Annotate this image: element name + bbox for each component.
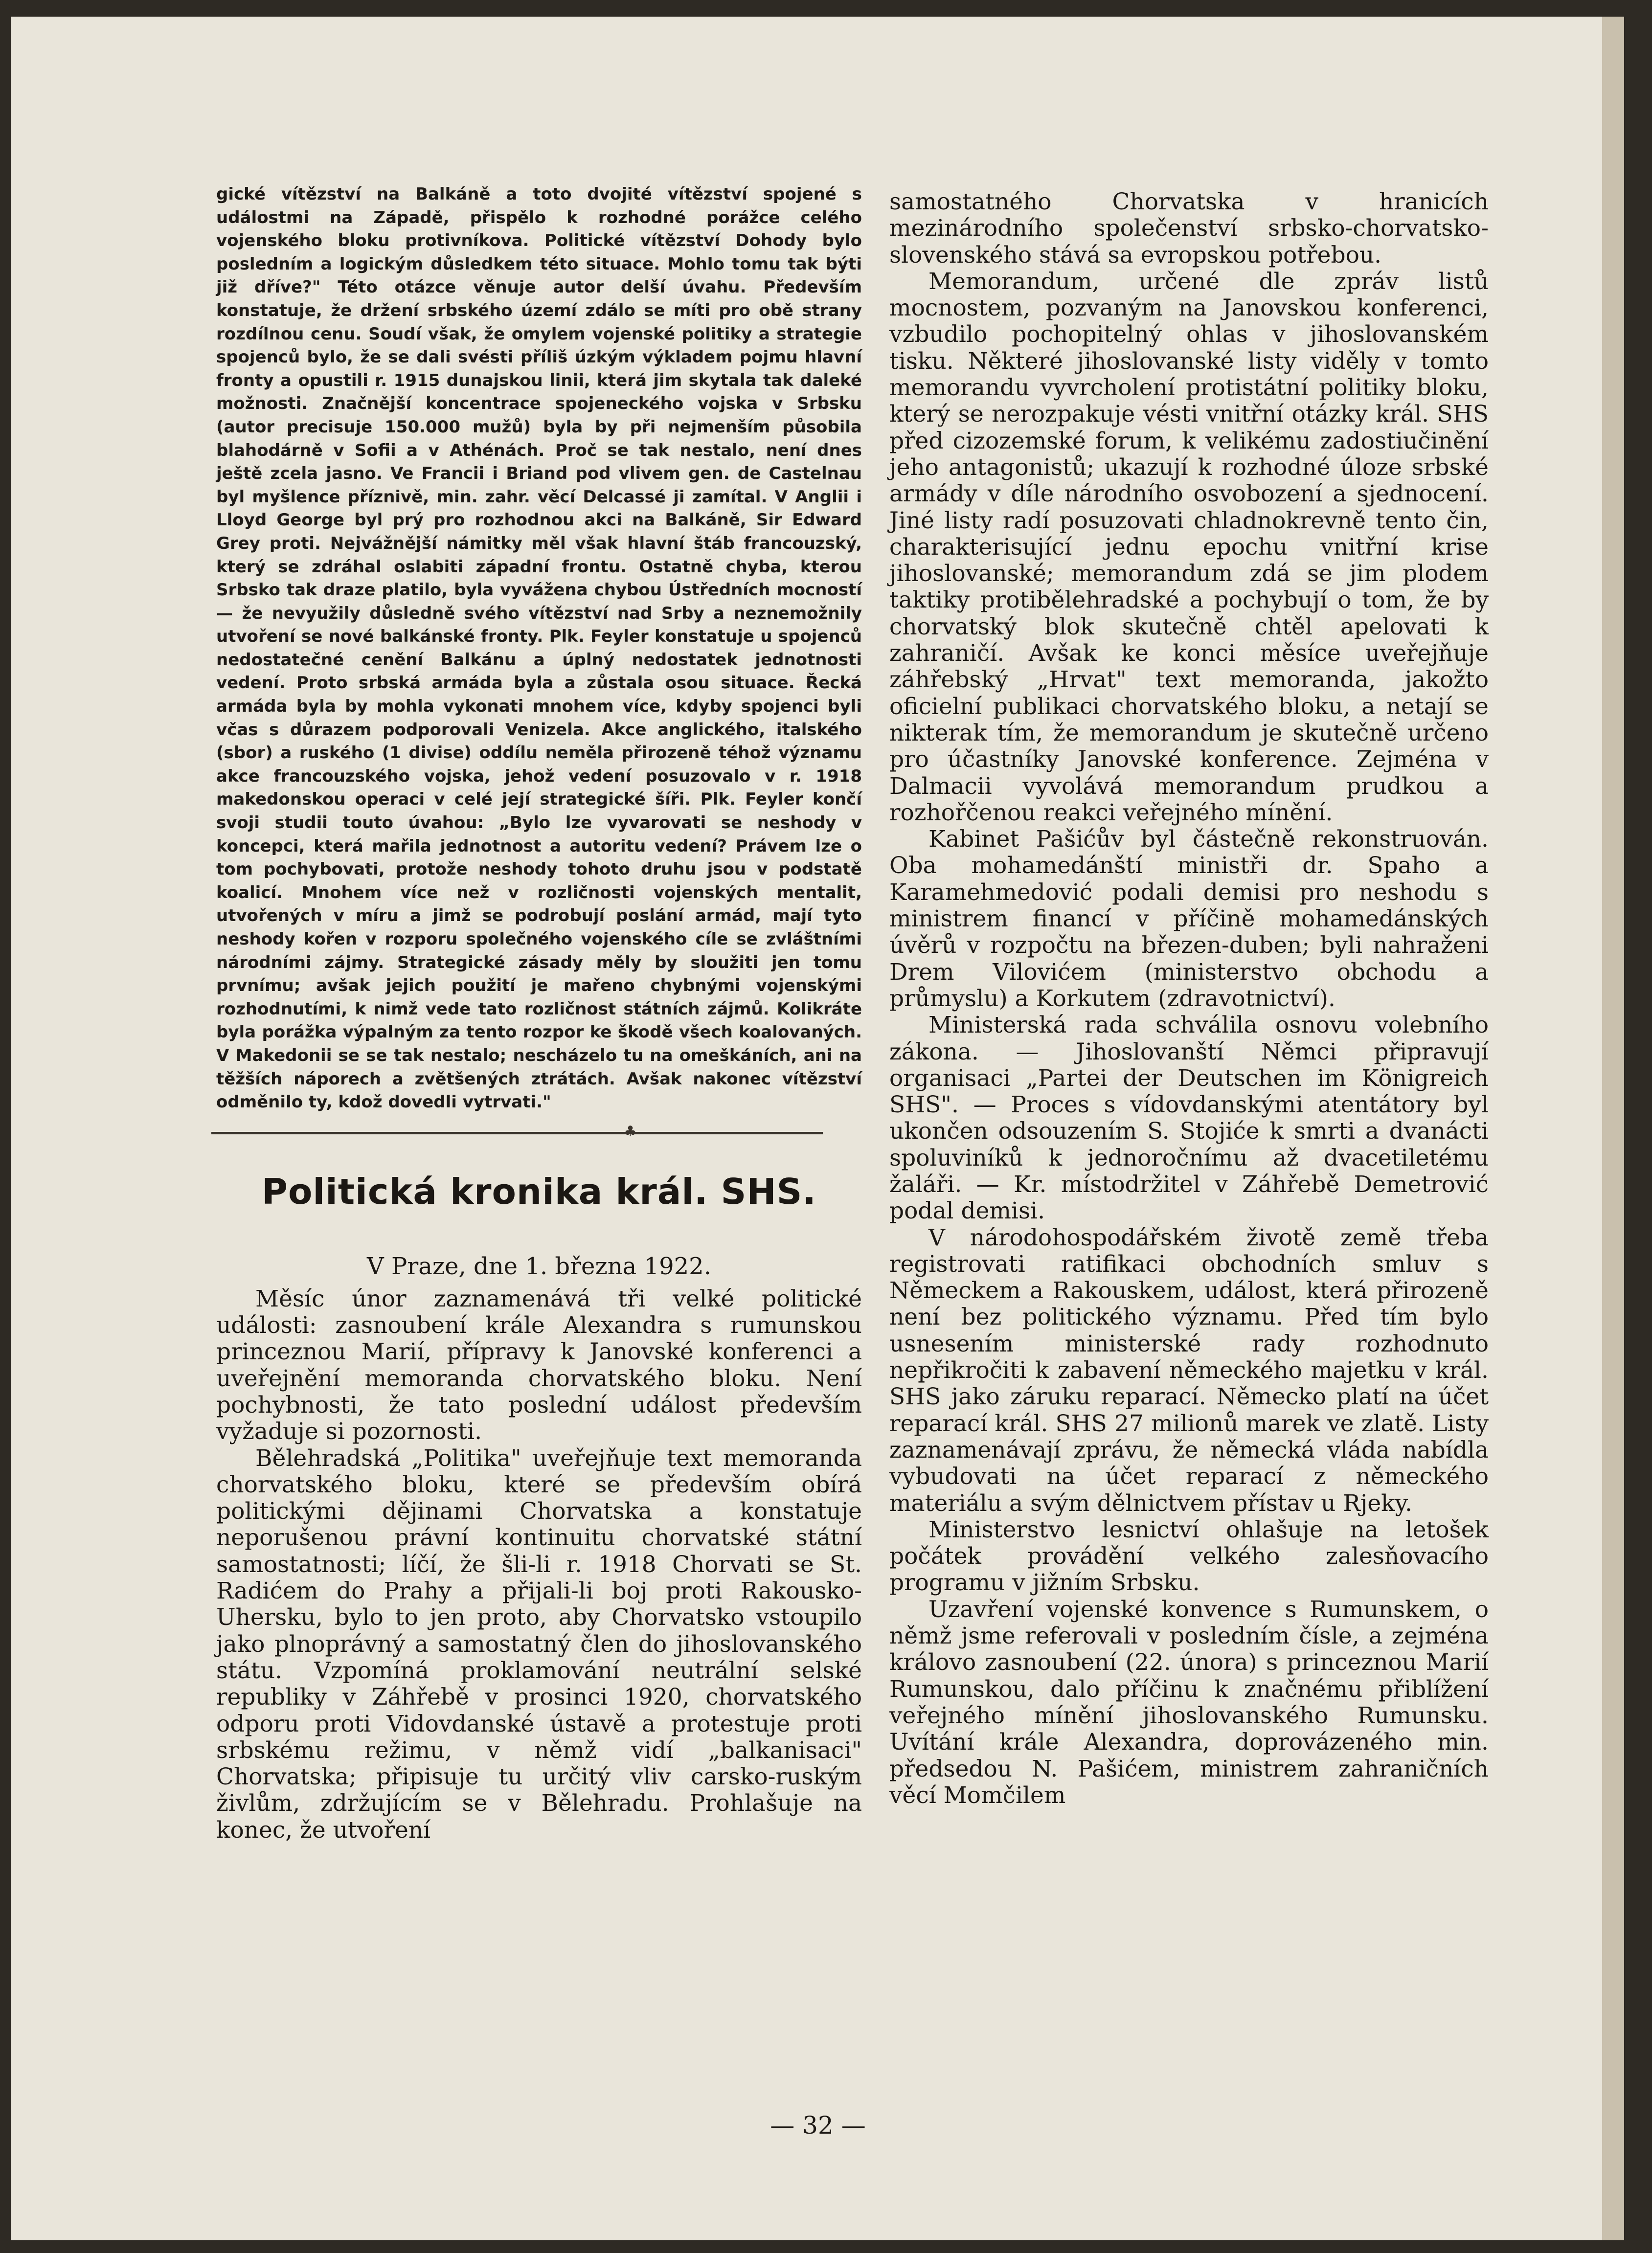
continuation-text: gické vítězství na Balkáně a toto dvojité vítězství spojené s událostmi na Západě, přispělo k rozhodné porážce celého vojenského bloku protivníkova. Politické vítězství Dohody bylo posledním a logickým důsledkem této situace. Mohlo tomu tak býti již dříve?" Této otázce věnuje autor delší úvahu. Především konstatuje, že držení srbského území zdálo se míti pro obě strany rozdílnou cenu. Soudí však, že omylem vojenské politiky a strategie spojenců bylo, že se dali svésti příliš úzkým výkladem pojmu hlavní fronty a opustili r. 1915 dunajskou linii, která jim skytala tak daleké možnosti. Značnější koncentrace spojeneckého vojska v Srbsku (autor precisuje 150.000 mužů) byla by při nejmenším působila blahodárně v Sofii a v Athénách. Proč se tak nestalo, není dnes ještě zcela jasno. Ve Francii i Briand pod vlivem gen. de Castelnau byl myšlence příznivě, min. zahr. věcí Delcassé ji zamítal. V Anglii i Lloyd George byl prý pro rozhodnou akci na Balkáně, Sir Edward Grey proti. Nejvážnější námitky měl však hlavní štáb francouzský, který se zdráhal oslabiti západní frontu. Ostatně chyba, kterou Srbsko tak draze platilo, byla vyvážena chybou Ústředních mocností — že nevyužily důsledně svého vítězství nad Srby a neznemožnily utvoření se nové balkánské fronty. Plk. Feyler konstatuje u spojenců nedostatečné cenění Balkánu a úplný nedostatek jednotnosti vedení. Proto srbská armáda byla a zůstala osou situace. Řecká armáda byla by mohla vykonati mnohem více, kdyby spojenci byli včas s důrazem podporovali Venizela. Akce anglického, italského (sbor) a ruského (1 divise) oddílu neměla přirozeně téhož významu akce francouzského vojska, jehož vedení posuzovalo v r. 1918 makedonskou operaci v celé její strategické šíři. Plk. Feyler končí svoji studii touto úvahou: „Bylo lze vyvarovati se neshody v koncepci, která mařila jednotnost a autoritu vedení? Právem lze o tom pochybovati, protože neshody tohoto druhu jsou v podstatě koalicí. Mnohem více než v rozličnosti vojenských mentalit, utvořených v míru a jimž se podrobují poslání armád, mají tyto neshody kořen v rozporu společného vojenského cíle se zvláštními národními zájmy. Strategické zásady měly by sloužiti jen tomu prvnímu; avšak jejich použití je mařeno chybnými vojenskými rozhodnutími, k nimž vede tato rozličnost státních zájmů. Kolikráte byla porážka výpalným za tento rozpor ke škodě všech koalovaných. V Makedonii se se tak nestalo; nescházelo tu na omeškáních, ani na těžších náporech a zvětšených ztrátách. Avšak nakonec vítězství odměnilo ty, kdož dovedli vytrvati." xyxy=(216,184,862,1112)
paragraph: Memorandum, určené dle zpráv listů mocnostem, pozvaným na Janovskou konferenci, vzbudilo pochopitelný ohlas v jihoslovanském tisku. Některé jihoslovanské listy viděly v tomto memorandu vyvrcholení protistátní politiky bloku, který se nerozpakuje vésti vnitřní otázky král. SHS před cizozemské forum, k velikému zadostiučinění jeho antagonistů; ukazují k rozhodné úloze srbské armády v díle národního osvobození a sjednocení. Jiné listy radí posuzovati chladnokrevně tento čin, charakterisující jednu epochu vnitřní krise jihoslovanské; memorandum zdá se jim plodem taktiky protibělehradské a pochybují o tom, že by chorvatský blok skutečně chtěl apelovati k zahraničí. Avšak ke konci měsíce uveřejňuje záhřebský „Hrvat" text memoranda, jakožto oficielní publikaci chorvatského bloku, a netají se nikterak tím, že memorandum je skutečně určeno pro účastníky Janovské konference. Zejména v Dalmacii vyvolává memorandum prudkou a rozhořčenou reakci veřejného mínění. xyxy=(889,268,1489,826)
paragraph: Ministerská rada schválila osnovu volebního zákona. — Jihoslovanští Němci připravují organisaci „Partei der Deutschen im Königreich SHS". — Proces s vídovdanskými atentátory byl ukončen odsouzením S. Stojiće k smrti a dvanácti spoluviníků k jednoročnímu až dvacetiletému žaláři. — Kr. místodržitel v Záhřebě Demetrović podal demisi. xyxy=(889,1012,1489,1225)
left-column xyxy=(216,183,862,1844)
right-column xyxy=(889,189,1489,1809)
page-number: — 32 — xyxy=(770,2111,866,2140)
section-headline: Politická kronika král. SHS. xyxy=(262,1171,816,1212)
paragraph: Ministerstvo lesnictví ohlašuje na letošek počátek provádění velkého zalesňovacího programu v jižním Srbsku. xyxy=(889,1516,1489,1597)
paragraph: Kabinet Pašićův byl částečně rekonstruován. Oba mohamedánští ministři dr. Spaho a Karamehmedović podali demisi pro neshodu s ministrem financí v příčině mohamedánských úvěrů v rozpočtu na březen-duben; byli nahraženi Drem Vilovićem (ministerstvo obchodu a průmyslu) a Korkutem (zdravotnictví). xyxy=(889,826,1489,1012)
paragraph: Uzavření vojenské konvence s Rumunskem, o němž jsme referovali v posledním čísle, a zejména královo zasnoubení (22. února) s princeznou Marií Rumunskou, dalo příčinu k značnému přiblížení veřejného mínění jihoslovanského Rumunsku. Uvítání krále Alexandra, doprovázeného min. předsedou N. Pašićem, ministrem zahraničních věcí Momčilem xyxy=(889,1596,1489,1809)
dateline: V Praze, dne 1. března 1922. xyxy=(367,1252,711,1280)
paragraph: V národohospodářském životě země třeba registrovati ratifikaci obchodních smluv s Německem a Rakouskem, událost, která přirozeně není bez politického významu. Před tím bylo usnesením ministerské rady rozhodnuto nepřikročiti k zabavení německého majetku v král. SHS jako záruku reparací. Německo platí na účet reparací král. SHS 27 milionů marek ve zlatě. Listy zaznamenávají zprávu, že německá vláda nabídla vybudovati na účet reparací z německého materiálu a svým dělnictvem přístav u Rjeky. xyxy=(889,1224,1489,1517)
paragraph: samostatného Chorvatska v hranicích mezinárodního společenství srbsko-chorvatsko-slovenského stává sa evropskou potřebou. xyxy=(889,188,1489,269)
page xyxy=(11,17,1624,2240)
section-divider xyxy=(211,1123,823,1140)
paragraph: Bělehradská „Politika" uveřejňuje text memoranda chorvatského bloku, které se především obírá politickými dějinami Chorvatska a konstatuje neporušenou právní kontinuitu chorvatské státní samostatnosti; líčí, že šli-li r. 1918 Chorvati se St. Radićem do Prahy a přijali-li boj proti Rakousko-Uhersku, bylo to jen proto, aby Chorvatsko vstoupilo jako plnoprávný a samostatný člen do jihoslovanského státu. Vzpomíná proklamování neutrální selské republiky v Záhřebě v prosinci 1920, chorvatského odporu proti Vidovdanské ústavě a protestuje proti srbskému režimu, v němž vidí „balkanisaci" Chorvatska; připisuje tu určitý vliv carsko-ruským živlům, zdržujícím se v Bělehradu. Prohlašuje na konec, že utvoření xyxy=(216,1444,862,1844)
divider-ornament-icon: ♣ xyxy=(624,1123,637,1140)
page-edge xyxy=(1602,17,1624,2240)
paragraph: Měsíc únor zaznamenává tři velké politické události: zasnoubení krále Alexandra s rumunskou princeznou Marií, přípravy k Janovské konferenci a uveřejnění memoranda chorvatského bloku. Není pochybnosti, že tato poslední událost především vyžaduje si pozornosti. xyxy=(216,1285,862,1445)
